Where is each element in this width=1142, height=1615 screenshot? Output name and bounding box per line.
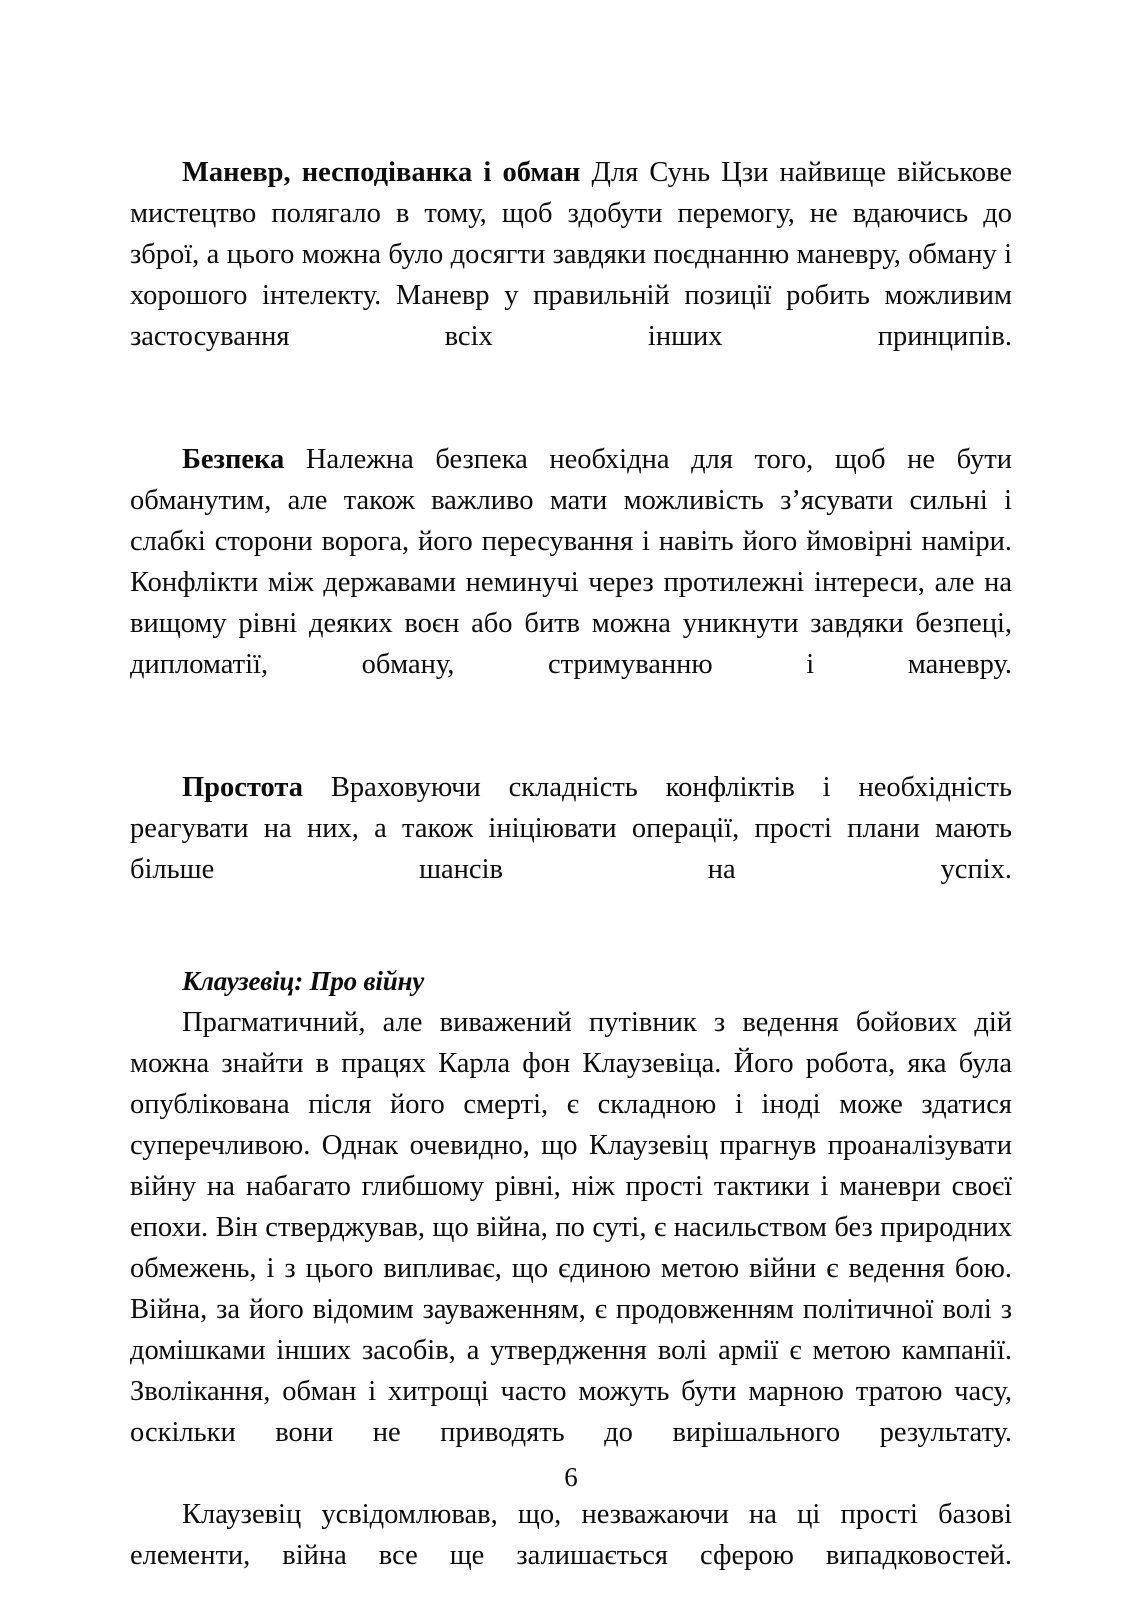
run-in-heading-maneuver: Маневр, несподіванка і обман — [182, 157, 581, 188]
paragraph-security — [130, 439, 1012, 726]
paragraph-clausewitz-2: Клаузевіц усвідомлював, що, незважаючи на ці прості базові елементи, війна все ще залишається сферою випадковостей. — [130, 1499, 1012, 1571]
page-number: 6 — [564, 1462, 578, 1492]
paragraph-clausewitz-1: Прагматичний, але виважений путівник з ведення бойових дій можна знайти в працях Карла фон Клаузевіца. Його робота, яка була опублікована після його смерті, є складною і іноді може здатися суперечливою. Однак очевидно, що Клаузевіц прагнув проаналізувати війну на набагато глибшому рівні, ніж прості тактики і маневри своєї епохи. Він стверджував, що війна, по суті, є насильством без природних обмежень, і з цього випливає, що єдиною метою війни є ведення бою. Війна, за його відомим зауваженням, є продовженням політичної волі з домішками інших засобів, а утвердження волі армії є метою кампанії. Зволікання, обман і хитрощі часто можуть бути марною тратою часу, оскільки вони не приводять до вирішального результату. — [130, 1007, 1012, 1448]
page-content — [130, 152, 1012, 1615]
section-spacer — [130, 931, 1012, 961]
paragraph-simplicity — [130, 767, 1012, 931]
paragraph-body-maneuver: Для Сунь Цзи найвище військове мистецтво полягало в тому, щоб здобути перемогу, не вдаючись до зброї, а цього можна було досягти завдяки поєднанню маневру, обману і хорошого інтелекту. Маневр у правильній позиції робить можливим застосування всіх інших принципів. — [130, 157, 1012, 352]
run-in-heading-security: Безпека — [182, 444, 285, 475]
paragraph-spacer — [130, 398, 1012, 439]
paragraph-spacer — [130, 726, 1012, 767]
paragraph-body-security: Належна безпека необхідна для того, щоб не бути обманутим, але також важливо мати можливість з’ясувати сильні і слабкі сторони ворога, його пересування і навіть його ймовірні наміри. Конфлікти між державами неминучі через протилежні інтереси, але на вищому рівні деяких воєн або битв можна уникнути завдяки безпеці, дипломатії, обману, стримуванню і маневру. — [130, 444, 1012, 680]
paragraph-maneuver — [130, 152, 1012, 398]
paragraph-body-simplicity: Враховуючи складність конфліктів і необхідність реагувати на них, а також ініціювати операції, прості плани мають більше шансів на успіх. — [130, 772, 1012, 885]
run-in-heading-simplicity: Простота — [182, 772, 304, 803]
section-heading-clausewitz: Клаузевіц: Про війну — [182, 966, 425, 996]
